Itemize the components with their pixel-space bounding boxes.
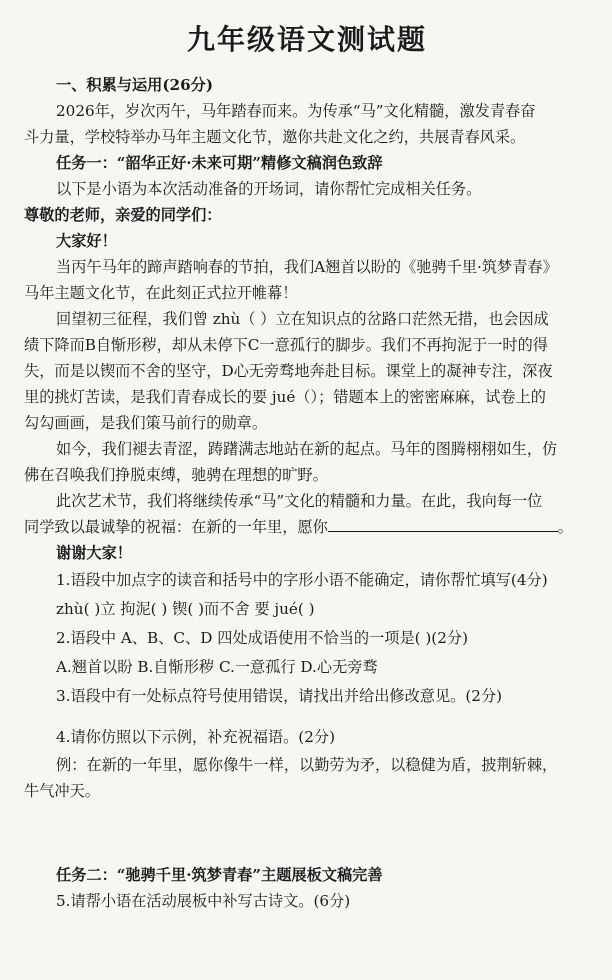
question-4-example: 例：在新的一年里，愿你像牛一样，以勤劳为矛，以稳健为盾，披荆斩棘， <box>56 756 558 774</box>
speech-line: 当丙午马年的蹄声踏响春的节拍，我们A翘首以盼的《驰骋千里·筑梦青春》 <box>56 258 558 276</box>
speech-line: 如今，我们褪去青涩，踌躇满志地站在新的起点。马年的图腾栩栩如生，仿 <box>56 440 558 458</box>
speech-line: 马年主题文化节，在此刻正式拉开帷幕！ <box>24 284 298 302</box>
speech-line: 绩下降而B自惭形秽，却从未停下C一意孤行的脚步。我们不再拘泥于一时的得 <box>24 336 548 354</box>
question-2: 2.语段中 A、B、C、D 四处成语使用不恰当的一项是( )(2分) <box>56 629 469 647</box>
speech-line: 佛在召唤我们挣脱束缚，驰骋在理想的旷野。 <box>24 466 328 484</box>
speech-line: 回望初三征程，我们曾 zhù（ ）立在知识点的岔路口茫然无措，也会因成 <box>56 310 549 328</box>
speech-line: 里的挑灯苦读，是我们青春成长的要 jué（）；错题本上的密密麻麻，试卷上的 <box>24 388 546 406</box>
question-2-options: A.翘首以盼 B.自惭形秽 C.一意孤行 D.心无旁骛 <box>56 658 378 676</box>
task1-desc: 以下是小语为本次活动准备的开场词，请你帮忙完成相关任务。 <box>56 180 482 198</box>
answer-space <box>24 804 590 862</box>
question-5: 5.请帮小语在活动展板中补写古诗文。(6分) <box>56 892 351 910</box>
speech-line-end: 。 <box>557 518 573 536</box>
speech-line: 此次艺术节，我们将继续传承“马”文化的精髓和力量。在此，我向每一位 <box>56 492 543 510</box>
speech-hello: 大家好！ <box>56 232 117 250</box>
section-heading: 一、积累与运用(26分) <box>56 76 214 94</box>
speech-line: 失，而是以锲而不舍的坚守，D心无旁骛地奔赴目标。课堂上的凝神专注，深夜 <box>24 362 553 380</box>
intro-line-2: 斗力量，学校特举办马年主题文化节，邀你共赴文化之约，共展青春风采。 <box>24 128 526 146</box>
page-title: 九年级语文测试题 <box>186 23 427 56</box>
speech-greeting: 尊敬的老师，亲爱的同学们： <box>24 206 222 224</box>
question-1: 1.语段中加点字的读音和括号中的字形小语不能确定，请你帮忙填写(4分) <box>56 571 548 589</box>
intro-line-1: 2026年，岁次丙午，马年踏春而来。为传承“马”文化精髓，激发青春奋 <box>56 102 536 120</box>
blessing-blank[interactable] <box>328 517 558 532</box>
question-3: 3.语段中有一处标点符号使用错误，请找出并给出修改意见。(2分) <box>56 687 503 705</box>
task1-heading: 任务一：“韶华正好·未来可期”精修文稿润色致辞 <box>56 154 383 172</box>
speech-blessing-line <box>24 514 590 540</box>
task2-heading: 任务二：“驰骋千里·筑梦青春”主题展板文稿完善 <box>56 866 383 884</box>
question-4-example-end: 牛气冲天。 <box>24 782 100 800</box>
question-4: 4.请你仿照以下示例，补充祝福语。(2分) <box>56 728 336 746</box>
question-1-items: zhù( )立 拘泥( ) 锲( )而不舍 要 jué( ) <box>56 600 315 618</box>
speech-thanks: 谢谢大家！ <box>56 544 132 562</box>
speech-line: 勾勾画画，是我们策马前行的勋章。 <box>24 414 267 432</box>
answer-space <box>24 711 590 723</box>
speech-line: 同学致以最诚挚的祝福：在新的一年里，愿你 <box>24 518 328 536</box>
